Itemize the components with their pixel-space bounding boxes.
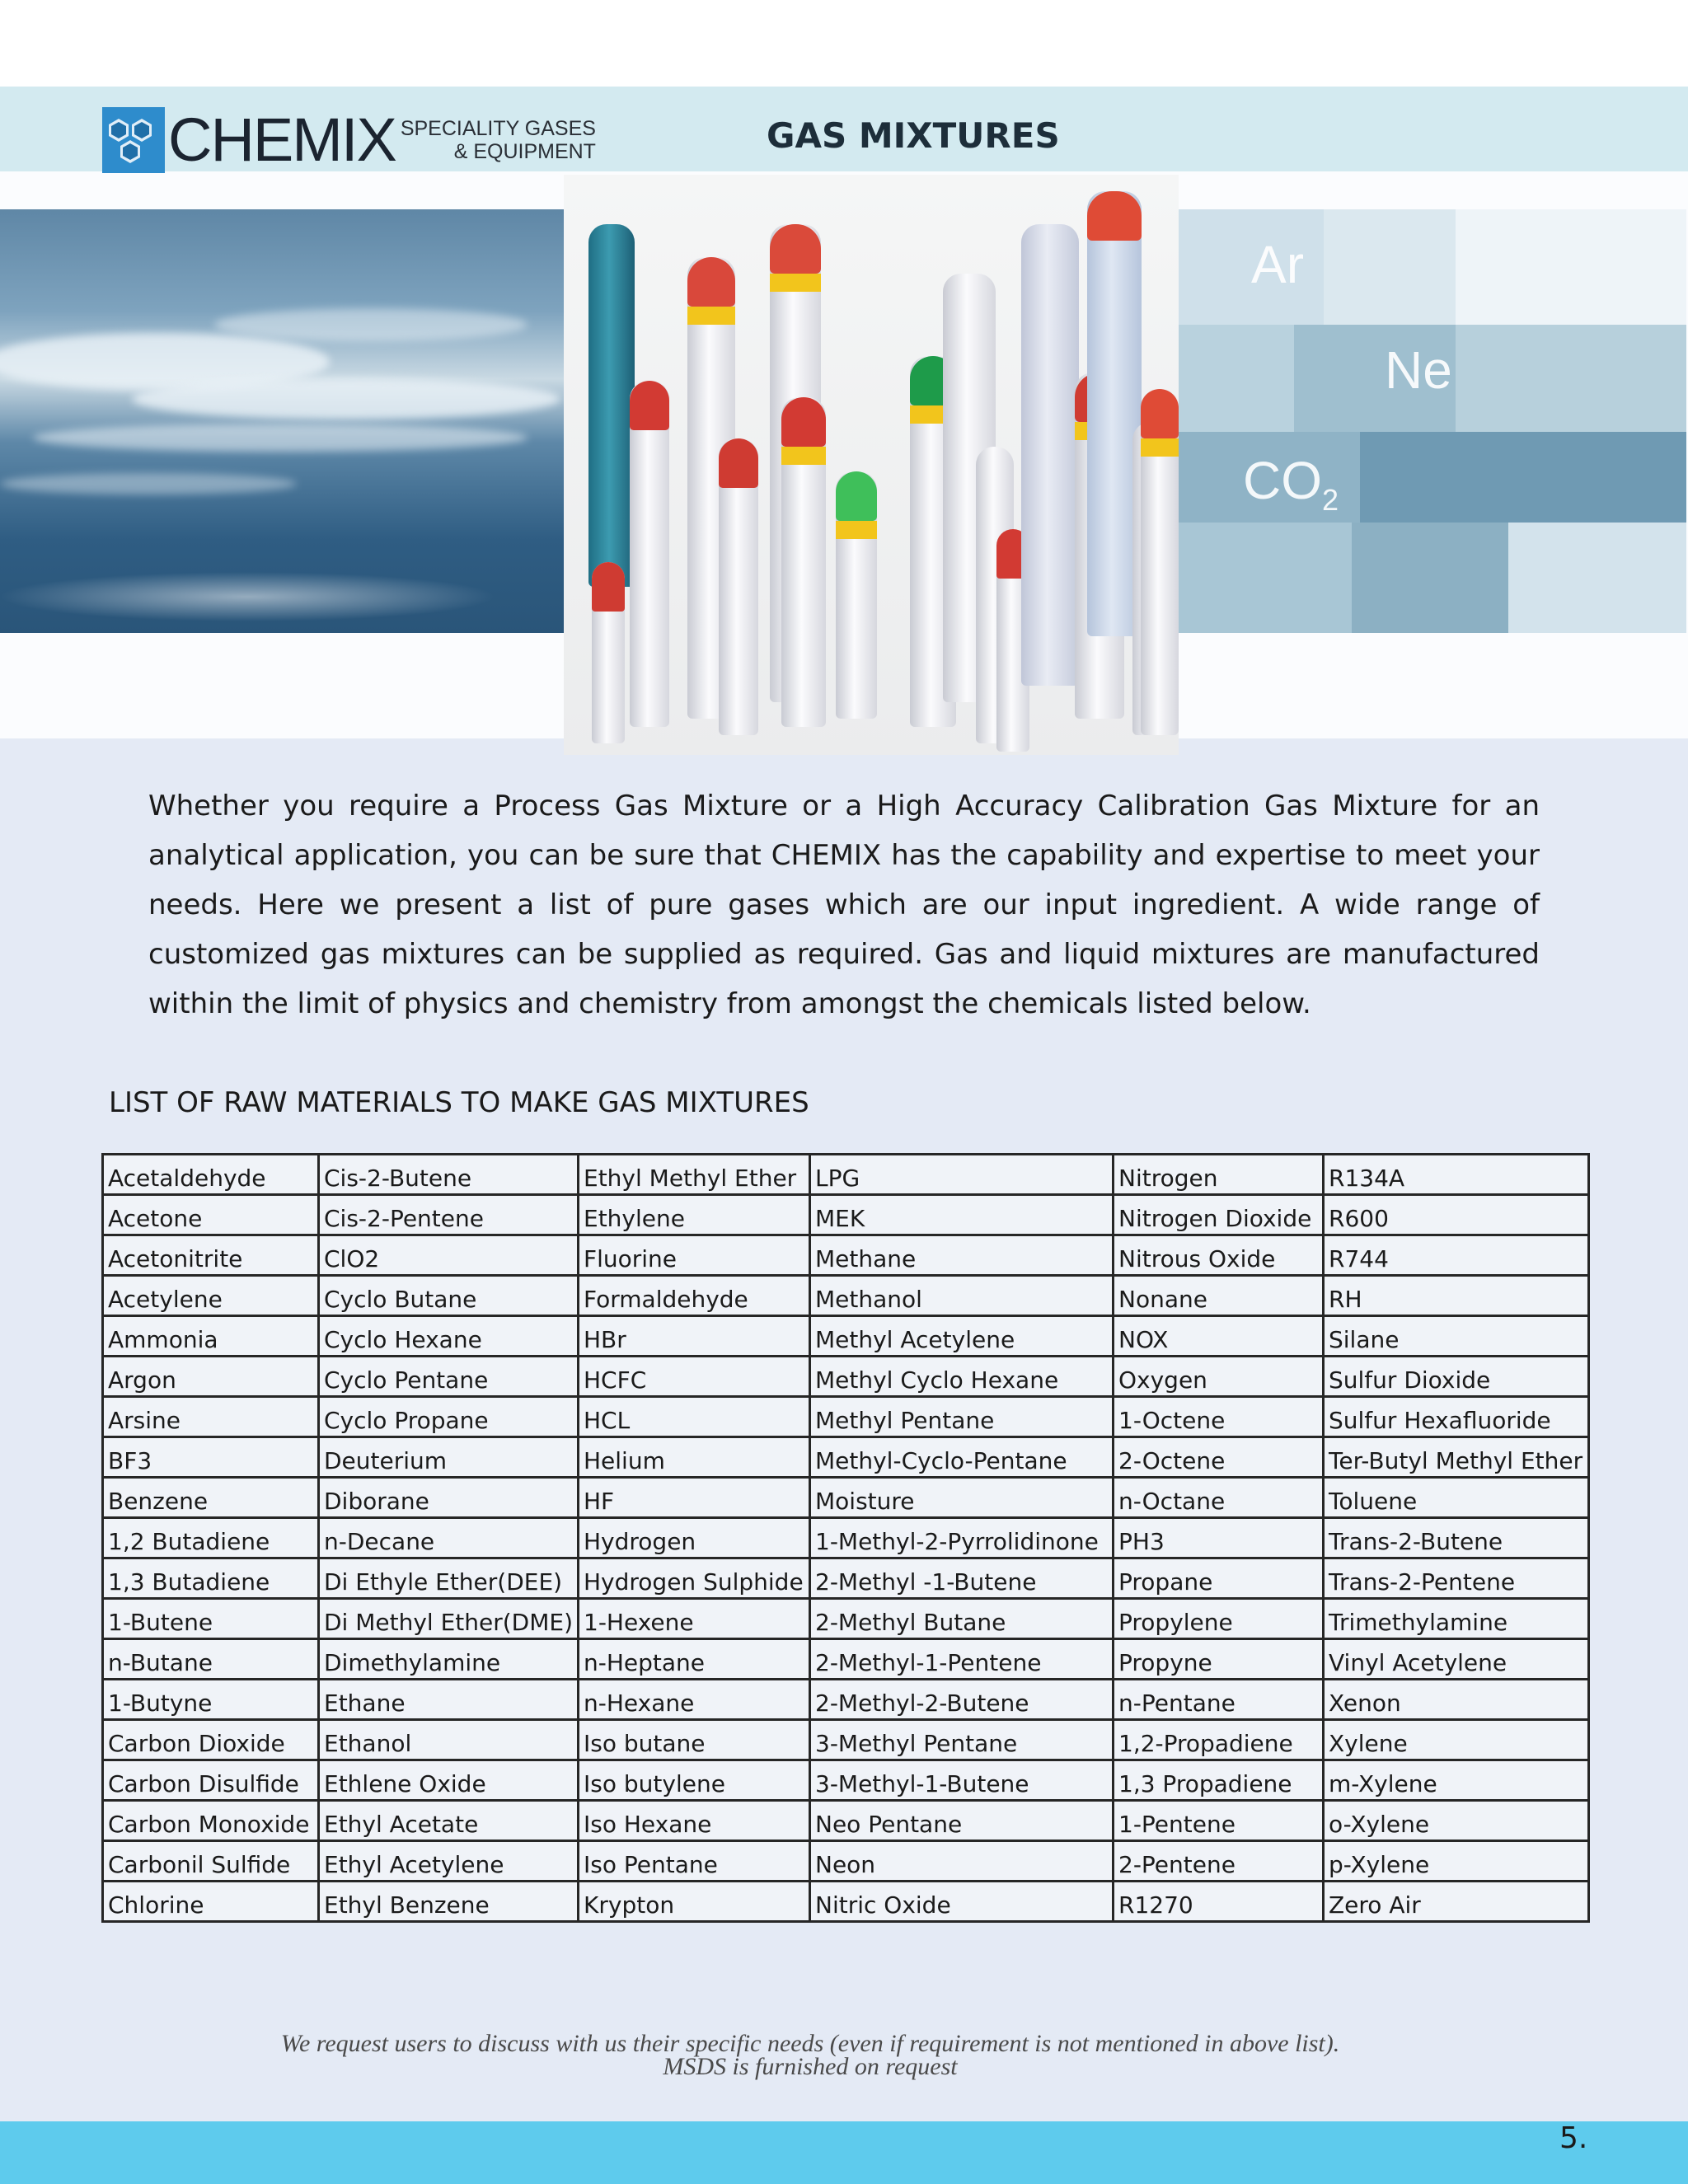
brand-tagline bbox=[401, 117, 596, 163]
table-cell: Ethyl Benzene bbox=[319, 1882, 579, 1922]
table-row bbox=[103, 1882, 1589, 1922]
cloud-shape bbox=[132, 378, 560, 419]
table-cell: R600 bbox=[1324, 1195, 1589, 1235]
table-cell: RH bbox=[1324, 1276, 1589, 1316]
table-cell: HBr bbox=[579, 1316, 810, 1357]
table-cell: m-Xylene bbox=[1324, 1760, 1589, 1801]
table-cell: Sulfur Hexafluoride bbox=[1324, 1397, 1589, 1437]
table-cell: Methyl-Cyclo-Pentane bbox=[810, 1437, 1114, 1478]
table-cell: 1,3 Butadiene bbox=[103, 1558, 319, 1599]
table-cell: Oxygen bbox=[1114, 1357, 1324, 1397]
table-cell: 1-Pentene bbox=[1114, 1801, 1324, 1841]
footer-bar bbox=[0, 2121, 1688, 2184]
table-cell: Ethanol bbox=[319, 1720, 579, 1760]
table-row bbox=[103, 1841, 1589, 1882]
table-cell: n-Octane bbox=[1114, 1478, 1324, 1518]
table-cell: 1,2 Butadiene bbox=[103, 1518, 319, 1558]
table-cell: Cyclo Hexane bbox=[319, 1316, 579, 1357]
table-cell: Cyclo Butane bbox=[319, 1276, 579, 1316]
table-cell: Helium bbox=[579, 1437, 810, 1478]
table-cell: Krypton bbox=[579, 1882, 810, 1922]
table-cell: Sulfur Dioxide bbox=[1324, 1357, 1589, 1397]
table-cell: Fluorine bbox=[579, 1235, 810, 1276]
table-cell: Di Ethyle Ether(DEE) bbox=[319, 1558, 579, 1599]
table-cell: HCL bbox=[579, 1397, 810, 1437]
table-cell: 2-Methyl-1-Pentene bbox=[810, 1639, 1114, 1680]
cylinder bbox=[592, 562, 625, 743]
table-cell: n-Decane bbox=[319, 1518, 579, 1558]
table-cell: 3-Methyl Pentane bbox=[810, 1720, 1114, 1760]
table-cell: Methane bbox=[810, 1235, 1114, 1276]
table-cell: Chlorine bbox=[103, 1882, 319, 1922]
table-cell: PH3 bbox=[1114, 1518, 1324, 1558]
table-cell: Di Methyl Ether(DME) bbox=[319, 1599, 579, 1639]
table-cell: 2-Pentene bbox=[1114, 1841, 1324, 1882]
cylinder bbox=[630, 381, 669, 727]
table-cell: Xylene bbox=[1324, 1720, 1589, 1760]
cylinder bbox=[588, 224, 635, 587]
table-cell: Carbonil Sulfide bbox=[103, 1841, 319, 1882]
table-cell: Arsine bbox=[103, 1397, 319, 1437]
table-cell: Xenon bbox=[1324, 1680, 1589, 1720]
cloud-shape bbox=[0, 473, 297, 494]
table-row bbox=[103, 1558, 1589, 1599]
materials-list-heading: LIST OF RAW MATERIALS TO MAKE GAS MIXTURES bbox=[109, 1086, 809, 1119]
table-cell: Cis-2-Pentene bbox=[319, 1195, 579, 1235]
table-cell: Iso Pentane bbox=[579, 1841, 810, 1882]
table-cell: 1-Methyl-2-Pyrrolidinone bbox=[810, 1518, 1114, 1558]
table-cell: Trimethylamine bbox=[1324, 1599, 1589, 1639]
table-cell: HCFC bbox=[579, 1357, 810, 1397]
table-cell: Cis-2-Butene bbox=[319, 1155, 579, 1195]
table-cell: Ter-Butyl Methyl Ether bbox=[1324, 1437, 1589, 1478]
sky-image bbox=[0, 209, 564, 633]
table-cell: Deuterium bbox=[319, 1437, 579, 1478]
table-row bbox=[103, 1437, 1589, 1478]
table-cell: 1,3 Propadiene bbox=[1114, 1760, 1324, 1801]
table-row bbox=[103, 1639, 1589, 1680]
table-cell: Methyl Cyclo Hexane bbox=[810, 1357, 1114, 1397]
table-cell: R1270 bbox=[1114, 1882, 1324, 1922]
table-row bbox=[103, 1801, 1589, 1841]
table-cell: Cyclo Propane bbox=[319, 1397, 579, 1437]
table-cell: Benzene bbox=[103, 1478, 319, 1518]
table-cell: 3-Methyl-1-Butene bbox=[810, 1760, 1114, 1801]
table-cell: Vinyl Acetylene bbox=[1324, 1639, 1589, 1680]
table-cell: Trans-2-Pentene bbox=[1324, 1558, 1589, 1599]
table-cell: o-Xylene bbox=[1324, 1801, 1589, 1841]
table-cell: Methyl Acetylene bbox=[810, 1316, 1114, 1357]
table-row bbox=[103, 1235, 1589, 1276]
table-cell: Zero Air bbox=[1324, 1882, 1589, 1922]
table-cell: ClO2 bbox=[319, 1235, 579, 1276]
table-cell: HF bbox=[579, 1478, 810, 1518]
table-cell: Acetaldehyde bbox=[103, 1155, 319, 1195]
table-cell: Nonane bbox=[1114, 1276, 1324, 1316]
table-cell: Diborane bbox=[319, 1478, 579, 1518]
footnote-line-2: MSDS is furnished on request bbox=[663, 2053, 958, 2080]
table-cell: Nitrogen bbox=[1114, 1155, 1324, 1195]
brand-name: CHEMIX bbox=[168, 105, 396, 174]
table-cell: Ethane bbox=[319, 1680, 579, 1720]
table-cell: NOX bbox=[1114, 1316, 1324, 1357]
intro-paragraph: Whether you require a Process Gas Mixture or a High Accuracy Calibration Gas Mixture for an analytical application, you can be sure that CHEMIX has the capability and expertise to meet your needs. Here we present a list of pure gases which are our input ingredient. A wide range of customized gas mixtures can be supplied as required. Gas and liquid mixtures are manufactured within the limit of physics and chemistry from amongst the chemicals listed below. bbox=[148, 790, 1540, 1020]
table-row bbox=[103, 1478, 1589, 1518]
cloud-shape bbox=[33, 424, 528, 452]
neon-symbol: Ne bbox=[1385, 340, 1452, 400]
cylinder bbox=[1021, 224, 1079, 686]
table-cell: 1-Butene bbox=[103, 1599, 319, 1639]
table-cell: Ethylene bbox=[579, 1195, 810, 1235]
table-cell: Neo Pentane bbox=[810, 1801, 1114, 1841]
table-cell: n-Heptane bbox=[579, 1639, 810, 1680]
table-row bbox=[103, 1357, 1589, 1397]
table-cell: Neon bbox=[810, 1841, 1114, 1882]
table-row bbox=[103, 1155, 1589, 1195]
cylinder bbox=[719, 438, 758, 735]
table-cell: 2-Methyl -1-Butene bbox=[810, 1558, 1114, 1599]
carbon-dioxide-symbol: $CO_2$ bbox=[1243, 451, 1339, 517]
table-cell: Nitrous Oxide bbox=[1114, 1235, 1324, 1276]
table-cell: Propylene bbox=[1114, 1599, 1324, 1639]
table-cell: 1,2-Propadiene bbox=[1114, 1720, 1324, 1760]
table-cell: Dimethylamine bbox=[319, 1639, 579, 1680]
footnote-line-1: We request users to discuss with us their specific needs (even if requirement is not mentioned in above list). bbox=[280, 2030, 1340, 2057]
cylinder bbox=[836, 471, 877, 719]
table-cell: 1-Butyne bbox=[103, 1680, 319, 1720]
table-cell: p-Xylene bbox=[1324, 1841, 1589, 1882]
table-cell: Ammonia bbox=[103, 1316, 319, 1357]
table-cell: 2-Methyl-2-Butene bbox=[810, 1680, 1114, 1720]
table-cell: Hydrogen bbox=[579, 1518, 810, 1558]
table-cell: R744 bbox=[1324, 1235, 1589, 1276]
table-cell: 2-Methyl Butane bbox=[810, 1599, 1114, 1639]
table-cell: Moisture bbox=[810, 1478, 1114, 1518]
table-cell: Acetonitrite bbox=[103, 1235, 319, 1276]
table-cell: n-Hexane bbox=[579, 1680, 810, 1720]
table-row bbox=[103, 1680, 1589, 1720]
table-cell: Propane bbox=[1114, 1558, 1324, 1599]
cylinder bbox=[1141, 389, 1179, 735]
page-title: GAS MIXTURES bbox=[767, 115, 1060, 156]
table-cell: 1-Hexene bbox=[579, 1599, 810, 1639]
page-number: 5. bbox=[1559, 2121, 1588, 2155]
table-cell: Ethyl Acetylene bbox=[319, 1841, 579, 1882]
tagline-line-2: & EQUIPMENT bbox=[453, 140, 596, 163]
table-cell: Carbon Dioxide bbox=[103, 1720, 319, 1760]
table-cell: 1-Octene bbox=[1114, 1397, 1324, 1437]
table-cell: LPG bbox=[810, 1155, 1114, 1195]
cylinder bbox=[781, 397, 826, 727]
table-cell: Ethyl Methyl Ether bbox=[579, 1155, 810, 1195]
table-cell: n-Butane bbox=[103, 1639, 319, 1680]
table-row bbox=[103, 1760, 1589, 1801]
table-cell: n-Pentane bbox=[1114, 1680, 1324, 1720]
table-row bbox=[103, 1599, 1589, 1639]
table-cell: 2-Octene bbox=[1114, 1437, 1324, 1478]
argon-symbol: Ar bbox=[1251, 235, 1304, 294]
table-cell: Argon bbox=[103, 1357, 319, 1397]
element-mosaic-image bbox=[1179, 209, 1686, 633]
table-row bbox=[103, 1195, 1589, 1235]
table-cell: Trans-2-Butene bbox=[1324, 1518, 1589, 1558]
raw-materials-table bbox=[101, 1153, 1590, 1923]
hexagon-logo-icon bbox=[102, 107, 165, 173]
table-cell: Acetone bbox=[103, 1195, 319, 1235]
table-cell: Nitric Oxide bbox=[810, 1882, 1114, 1922]
table-row bbox=[103, 1276, 1589, 1316]
tagline-line-1: SPECIALITY GASES bbox=[400, 117, 596, 140]
table-cell: R134A bbox=[1324, 1155, 1589, 1195]
table-row bbox=[103, 1720, 1589, 1760]
table-cell: Propyne bbox=[1114, 1639, 1324, 1680]
table-cell: Toluene bbox=[1324, 1478, 1589, 1518]
table-cell: Formaldehyde bbox=[579, 1276, 810, 1316]
table-cell: Methyl Pentane bbox=[810, 1397, 1114, 1437]
table-cell: Silane bbox=[1324, 1316, 1589, 1357]
table-cell: MEK bbox=[810, 1195, 1114, 1235]
page-top-margin bbox=[0, 0, 1688, 87]
table-cell: Methanol bbox=[810, 1276, 1114, 1316]
table-cell: Ethyl Acetate bbox=[319, 1801, 579, 1841]
gas-cylinders-photo bbox=[564, 175, 1179, 755]
table-cell: BF3 bbox=[103, 1437, 319, 1478]
table-cell: Ethlene Oxide bbox=[319, 1760, 579, 1801]
table-cell: Carbon Monoxide bbox=[103, 1801, 319, 1841]
footnote bbox=[0, 2032, 1620, 2079]
table-cell: Carbon Disulfide bbox=[103, 1760, 319, 1801]
table-cell: Iso butylene bbox=[579, 1760, 810, 1801]
table-row bbox=[103, 1316, 1589, 1357]
table-cell: Iso Hexane bbox=[579, 1801, 810, 1841]
table-cell: Hydrogen Sulphide bbox=[579, 1558, 810, 1599]
table-row bbox=[103, 1397, 1589, 1437]
cloud-shape bbox=[214, 308, 528, 341]
table-cell: Cyclo Pentane bbox=[319, 1357, 579, 1397]
table-row bbox=[103, 1518, 1589, 1558]
chemix-logo bbox=[102, 105, 596, 175]
table-cell: Iso butane bbox=[579, 1720, 810, 1760]
table-cell: Acetylene bbox=[103, 1276, 319, 1316]
table-cell: Nitrogen Dioxide bbox=[1114, 1195, 1324, 1235]
